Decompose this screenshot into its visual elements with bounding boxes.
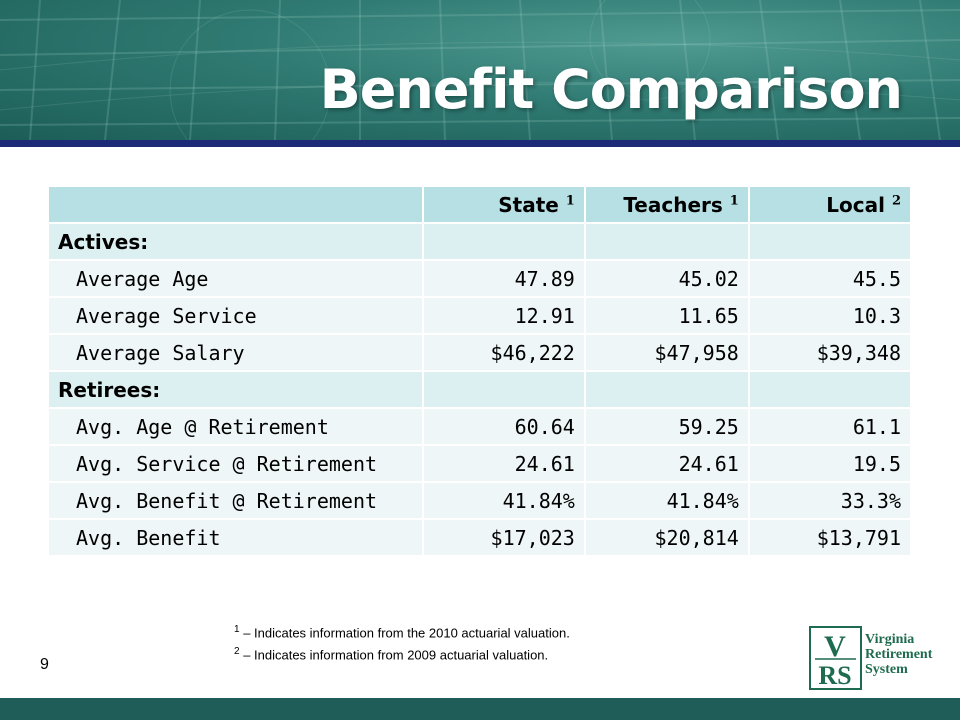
- row-label: Avg. Benefit: [49, 520, 422, 555]
- local-value: 61.1: [750, 409, 910, 444]
- section-row-retirees: [49, 372, 910, 407]
- row-label: Average Service: [49, 298, 422, 333]
- header-blank-cell: [49, 187, 422, 222]
- header-state: State $^1$: [424, 187, 584, 222]
- vrs-logo: [809, 626, 939, 688]
- table-header-row: [49, 187, 910, 222]
- local-value: 45.5: [750, 261, 910, 296]
- state-value: 24.61: [424, 446, 584, 481]
- state-value: 47.89: [424, 261, 584, 296]
- section-row-actives: [49, 224, 910, 259]
- footnote-1: $^1$ – Indicates information from the 2010 actuarial valuation.: [234, 624, 570, 641]
- header-teachers: Teachers $^1$: [586, 187, 748, 222]
- table-row: [49, 335, 910, 370]
- teachers-value: 24.61: [586, 446, 748, 481]
- header-banner: [0, 0, 960, 140]
- local-value: $39,348: [750, 335, 910, 370]
- page-title: Benefit Comparison: [319, 58, 902, 121]
- table-row: [49, 261, 910, 296]
- table-row: [49, 298, 910, 333]
- table-row: [49, 446, 910, 481]
- vrs-monogram-icon: [809, 626, 862, 690]
- teachers-value: 11.65: [586, 298, 748, 333]
- state-value: 41.84%: [424, 483, 584, 518]
- footnote-2: $^2$ – Indicates information from 2009 actuarial valuation.: [234, 646, 549, 663]
- svg-text:RS: RS: [818, 661, 852, 688]
- teachers-value: $47,958: [586, 335, 748, 370]
- local-value: 33.3%: [750, 483, 910, 518]
- footer-bar: [0, 698, 960, 720]
- logo-wordmark: Virginia Retirement System: [865, 632, 933, 677]
- benefit-comparison-table: [47, 185, 912, 557]
- page-number: 9: [40, 656, 49, 673]
- row-label: Avg. Service @ Retirement: [49, 446, 422, 481]
- local-value: 10.3: [750, 298, 910, 333]
- state-value: $46,222: [424, 335, 584, 370]
- teachers-value: 59.25: [586, 409, 748, 444]
- state-value: $17,023: [424, 520, 584, 555]
- header-local: Local $^2$: [750, 187, 910, 222]
- local-value: $13,791: [750, 520, 910, 555]
- table-row: [49, 409, 910, 444]
- row-label: Avg. Benefit @ Retirement: [49, 483, 422, 518]
- local-value: 19.5: [750, 446, 910, 481]
- row-label: Average Age: [49, 261, 422, 296]
- teachers-value: $20,814: [586, 520, 748, 555]
- table-row: [49, 520, 910, 555]
- header-divider: [0, 140, 960, 147]
- footnotes: [234, 620, 570, 665]
- row-label: Avg. Age @ Retirement: [49, 409, 422, 444]
- table-row: [49, 483, 910, 518]
- state-value: 12.91: [424, 298, 584, 333]
- row-label: Average Salary: [49, 335, 422, 370]
- svg-text:V: V: [824, 630, 846, 663]
- teachers-value: 45.02: [586, 261, 748, 296]
- section-label: Actives:: [49, 224, 422, 259]
- section-label: Retirees:: [49, 372, 422, 407]
- teachers-value: 41.84%: [586, 483, 748, 518]
- state-value: 60.64: [424, 409, 584, 444]
